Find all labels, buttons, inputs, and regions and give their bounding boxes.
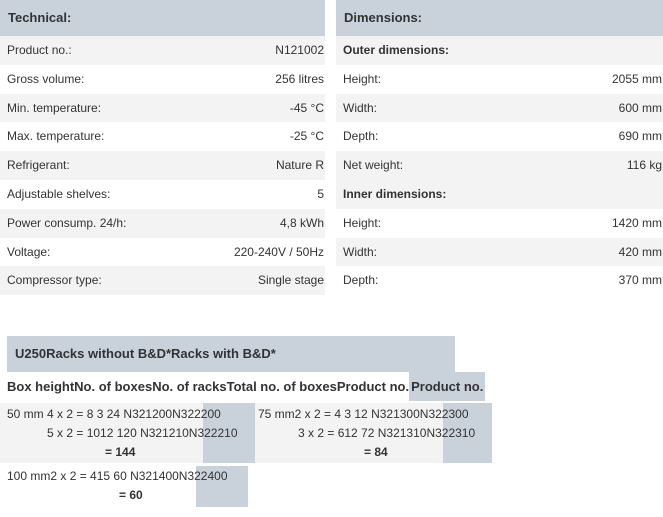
tech-row	[0, 180, 325, 209]
tech-row	[0, 266, 325, 295]
inner-dimensions-heading: Inner dimensions:	[343, 186, 447, 201]
dimensions-heading: Dimensions:	[336, 0, 663, 36]
spec-value: N121002	[275, 43, 324, 57]
inner-dimensions-heading-row	[336, 180, 663, 209]
rack-block-100mm	[7, 467, 228, 505]
outer-dimension-rows	[336, 65, 663, 180]
tech-row	[0, 36, 325, 65]
spec-label: Width:	[343, 100, 378, 115]
spec-label: Min. temperature:	[7, 100, 102, 115]
outer-row	[336, 122, 663, 151]
spec-label: Max. temperature:	[7, 129, 105, 144]
tech-row	[0, 238, 325, 267]
rack-block-75mm-line-1	[258, 405, 475, 424]
spec-label: Product no.:	[7, 43, 72, 57]
technical-heading: Technical:	[0, 0, 325, 36]
rack-50mm-line2-b: N322210	[188, 426, 238, 440]
header-product-no: Product no.	[336, 379, 410, 394]
spec-value: 2055 mm	[611, 71, 662, 86]
spec-label: Depth:	[343, 273, 379, 288]
rack-50mm-line1-a: 50 mm 4 x 2 = 8 3 24 N321200	[7, 407, 173, 421]
rack-block-50mm-line-2	[7, 424, 238, 443]
spec-label: Height:	[343, 71, 382, 86]
rack-block-75mm-line-2	[258, 424, 475, 443]
header-product-no-2: Product no.	[409, 372, 485, 401]
spec-value: Nature R	[275, 158, 324, 173]
inner-dimension-rows	[336, 209, 663, 295]
rack-block-100mm-line-1	[7, 467, 228, 486]
spec-label: Width:	[343, 244, 378, 259]
dimensions-panel	[336, 0, 663, 295]
spec-value: 690 mm	[618, 129, 662, 144]
spec-label: Gross volume:	[7, 71, 85, 86]
tech-row	[0, 122, 325, 151]
tech-row	[0, 94, 325, 123]
outer-dimensions-heading-row	[336, 36, 663, 65]
header-num-racks: No. of racks	[152, 379, 227, 394]
rack-50mm-line2-a: 5 x 2 = 1012 120 N321210	[47, 426, 189, 440]
inner-row	[336, 266, 663, 295]
spec-value: Single stage	[257, 273, 324, 288]
spec-value: 256 litres	[275, 71, 324, 86]
spec-label: Height:	[343, 215, 382, 230]
rack-50mm-line1-b: N322200	[172, 407, 221, 421]
rack-75mm-line2-a: 3 x 2 = 612 72 N321310	[298, 426, 427, 440]
header-num-boxes: No. of boxes	[74, 379, 153, 394]
spec-value: 420 mm	[618, 244, 662, 259]
racks-title: U250Racks without B&D*Racks with B&D*	[7, 336, 455, 372]
spec-value: 220-240V / 50Hz	[233, 244, 324, 259]
rack-75mm-total: = 84	[364, 445, 388, 459]
rack-100mm-line1-a: 100 mm2 x 2 = 415 60 N321400	[7, 469, 179, 483]
spec-value: 116 kg	[626, 158, 662, 173]
outer-row	[336, 94, 663, 123]
racks-header-row	[7, 372, 485, 401]
spec-label: Adjustable shelves:	[7, 186, 111, 201]
spec-label: Power consump. 24/h:	[7, 215, 127, 230]
outer-row	[336, 151, 663, 180]
spec-value: 5	[317, 186, 324, 201]
rack-75mm-line1-a: 75 mm2 x 2 = 4 3 12 N321300	[258, 407, 420, 421]
outer-row	[336, 65, 663, 94]
technical-panel	[0, 0, 325, 295]
spec-value: -25 °C	[289, 129, 324, 144]
spec-label: Voltage:	[7, 244, 51, 259]
racks-table	[0, 336, 663, 517]
spec-label: Depth:	[343, 129, 379, 144]
technical-rows	[0, 36, 325, 295]
rack-50mm-total: = 144	[105, 445, 136, 459]
rack-75mm-line2-b: N322310	[426, 426, 476, 440]
spec-value: 600 mm	[618, 100, 662, 115]
tech-row	[0, 209, 325, 238]
rack-100mm-total: = 60	[119, 488, 143, 502]
inner-row	[336, 238, 663, 267]
header-box-height: Box height	[7, 379, 75, 394]
rack-block-75mm	[258, 405, 475, 462]
spec-label: Compressor type:	[7, 273, 102, 288]
tech-row	[0, 151, 325, 180]
rack-100mm-line1-b: N322400	[178, 469, 228, 483]
rack-block-50mm	[7, 405, 238, 462]
spec-label: Refrigerant:	[7, 158, 70, 173]
spec-label: Net weight:	[343, 158, 404, 173]
rack-block-50mm-line-1	[7, 405, 238, 424]
header-total-boxes: Total no. of boxes	[226, 379, 337, 394]
spec-value: 370 mm	[618, 273, 662, 288]
spec-value: -45 °C	[289, 100, 324, 115]
tech-row	[0, 65, 325, 94]
outer-dimensions-heading: Outer dimensions:	[343, 43, 450, 57]
spec-value: 4,8 kWh	[279, 215, 324, 230]
spec-value: 1420 mm	[611, 215, 662, 230]
inner-row	[336, 209, 663, 238]
rack-75mm-line1-b: N322300	[419, 407, 469, 421]
